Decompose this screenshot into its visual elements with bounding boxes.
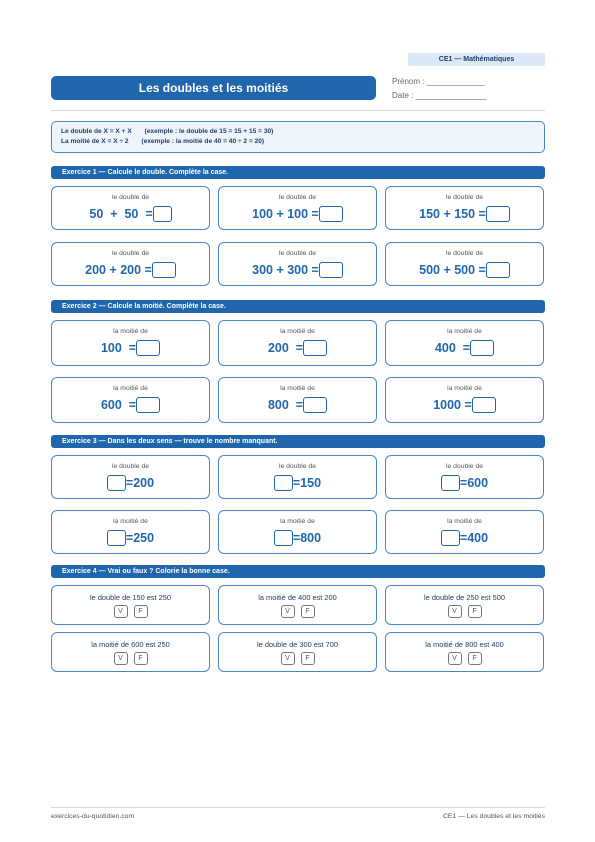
card-label: la moitié de xyxy=(113,518,148,525)
answer-box[interactable] xyxy=(486,262,510,278)
card-expression: 150 + 150 = xyxy=(419,207,486,221)
exercise-4-card xyxy=(218,632,377,672)
divider xyxy=(51,110,545,111)
card-expression: 200 = xyxy=(267,341,304,355)
true-box[interactable]: V xyxy=(114,605,128,618)
card-label: la moitié de xyxy=(447,518,482,525)
answer-box[interactable] xyxy=(319,262,343,278)
answer-box[interactable] xyxy=(303,397,327,413)
page-title: Les doubles et les moitiés xyxy=(51,76,376,100)
true-box[interactable]: V xyxy=(281,652,295,665)
exercise-4-card xyxy=(385,632,544,672)
true-box[interactable]: V xyxy=(448,605,462,618)
card-expression: 500 + 500 = xyxy=(419,263,486,277)
exercise-1-card xyxy=(218,242,377,286)
name-field[interactable]: Prénom : _____________ xyxy=(392,77,485,86)
statement: la moitié de 400 est 200 xyxy=(258,593,337,602)
exercise-1-header: Exercice 1 — Calcule le double. Complète la case. xyxy=(51,166,545,179)
card-label: la moitié de xyxy=(113,385,148,392)
answer-box[interactable] xyxy=(319,206,343,222)
true-box[interactable]: V xyxy=(281,605,295,618)
statement: le double de 300 est 700 xyxy=(257,640,338,649)
exercise-1-card xyxy=(385,186,544,230)
answer-box[interactable] xyxy=(274,530,293,546)
exercise-2-card xyxy=(51,377,210,423)
exercise-3-header: Exercice 3 — Dans les deux sens — trouve le nombre manquant. xyxy=(51,435,545,448)
false-box[interactable]: F xyxy=(468,605,482,618)
footer-title: CE1 — Les doubles et les moitiés xyxy=(442,813,545,820)
card-label: la moitié de xyxy=(280,518,315,525)
card-result: =400 xyxy=(459,531,489,545)
exercise-3-card xyxy=(51,510,210,554)
card-result: =150 xyxy=(292,476,322,490)
card-expression: 50 + 50 = xyxy=(89,207,153,221)
card-label: le double de xyxy=(445,194,484,201)
false-box[interactable]: F xyxy=(134,652,148,665)
exercise-4-card xyxy=(51,585,210,625)
card-label: la moitié de xyxy=(447,385,482,392)
false-box[interactable]: F xyxy=(301,652,315,665)
card-label: le double de xyxy=(278,250,317,257)
statement: le double de 250 est 500 xyxy=(424,593,505,602)
card-label: le double de xyxy=(111,463,150,470)
card-result: =600 xyxy=(459,476,489,490)
card-result: =200 xyxy=(125,476,155,490)
true-box[interactable]: V xyxy=(448,652,462,665)
false-box[interactable]: F xyxy=(134,605,148,618)
answer-box[interactable] xyxy=(136,340,160,356)
date-field[interactable]: Date : ________________ xyxy=(392,91,487,100)
card-expression: 100 + 100 = xyxy=(252,207,319,221)
footer-divider xyxy=(51,807,545,808)
exercise-2-card xyxy=(385,320,544,366)
statement: la moitié de 800 est 400 xyxy=(425,640,504,649)
card-label: le double de xyxy=(445,463,484,470)
answer-box[interactable] xyxy=(472,397,496,413)
exercise-2-card xyxy=(385,377,544,423)
card-expression: 200 + 200 = xyxy=(85,263,152,277)
exercise-2-card xyxy=(51,320,210,366)
card-label: la moitié de xyxy=(280,328,315,335)
level-badge: CE1 — Mathématiques xyxy=(408,53,545,66)
exercise-2-card xyxy=(218,377,377,423)
card-expression: 600 = xyxy=(100,398,137,412)
exercise-2-header: Exercice 2 — Calcule la moitié. Complète la case. xyxy=(51,300,545,313)
answer-box[interactable] xyxy=(470,340,494,356)
exercise-1-card xyxy=(51,242,210,286)
answer-box[interactable] xyxy=(107,475,126,491)
answer-box[interactable] xyxy=(153,206,172,222)
answer-box[interactable] xyxy=(136,397,160,413)
card-expression: 300 + 300 = xyxy=(252,263,319,277)
answer-box[interactable] xyxy=(152,262,176,278)
exercise-3-card xyxy=(218,455,377,499)
exercise-3-card xyxy=(218,510,377,554)
answer-box[interactable] xyxy=(303,340,327,356)
card-expression: 400 = xyxy=(434,341,471,355)
answer-box[interactable] xyxy=(107,530,126,546)
card-label: la moitié de xyxy=(280,385,315,392)
true-box[interactable]: V xyxy=(114,652,128,665)
statement: le double de 150 est 250 xyxy=(90,593,171,602)
answer-box[interactable] xyxy=(274,475,293,491)
card-result: =800 xyxy=(292,531,322,545)
exercise-4-card xyxy=(51,632,210,672)
card-label: le double de xyxy=(111,194,150,201)
exercise-3-card xyxy=(385,455,544,499)
exercise-3-card xyxy=(51,455,210,499)
card-label: le double de xyxy=(445,250,484,257)
exercise-1-card xyxy=(385,242,544,286)
rule-half: La moitié de X = X ÷ 2 (exemple : la moitié de 40 = 40 ÷ 2 = 20) xyxy=(61,138,265,145)
exercise-2-card xyxy=(218,320,377,366)
card-expression: 100 = xyxy=(100,341,137,355)
answer-box[interactable] xyxy=(486,206,510,222)
exercise-1-card xyxy=(51,186,210,230)
exercise-4-header: Exercice 4 — Vrai ou faux ? Colorie la bonne case. xyxy=(51,565,545,578)
false-box[interactable]: F xyxy=(468,652,482,665)
rule-double: Le double de X = X + X (exemple : le double de 15 = 15 + 15 = 30) xyxy=(61,128,274,135)
card-label: le double de xyxy=(111,250,150,257)
exercise-4-card xyxy=(218,585,377,625)
card-label: le double de xyxy=(278,194,317,201)
card-label: le double de xyxy=(278,463,317,470)
false-box[interactable]: F xyxy=(301,605,315,618)
card-result: =250 xyxy=(125,531,155,545)
exercise-4-card xyxy=(385,585,544,625)
exercise-3-card xyxy=(385,510,544,554)
card-label: la moitié de xyxy=(447,328,482,335)
answer-box[interactable] xyxy=(441,530,460,546)
card-expression: 800 = xyxy=(267,398,304,412)
exercise-1-card xyxy=(218,186,377,230)
card-label: la moitié de xyxy=(113,328,148,335)
rule-box xyxy=(51,121,545,153)
card-expression: 1000 = xyxy=(433,398,472,412)
footer-site: exercices-du-quotidien.com xyxy=(51,813,135,820)
answer-box[interactable] xyxy=(441,475,460,491)
statement: la moitié de 600 est 250 xyxy=(91,640,170,649)
